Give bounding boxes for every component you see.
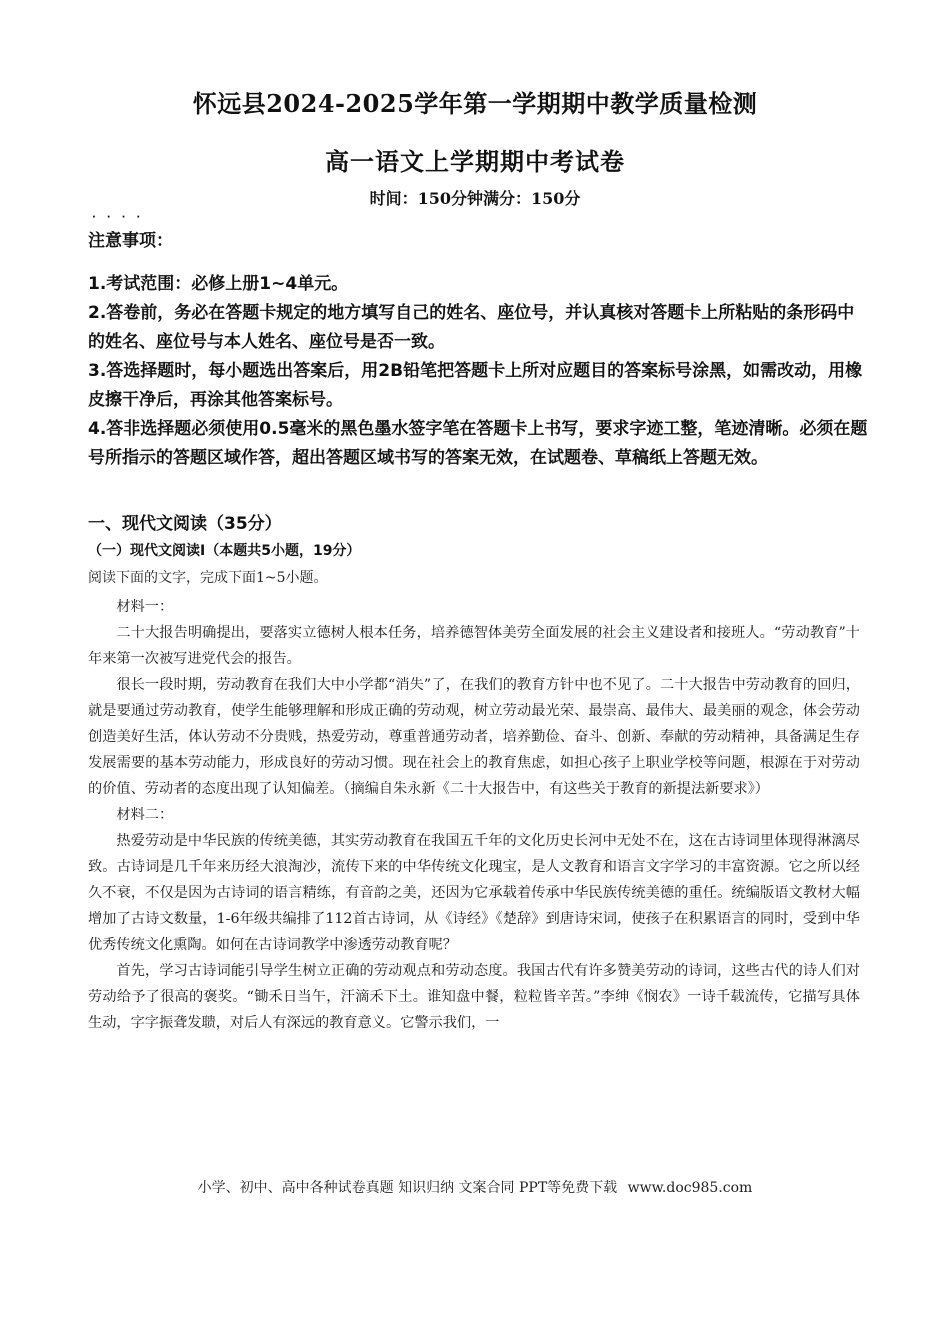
material-label: 材料一：	[116, 599, 174, 615]
notice-item: 4.答非选择题必须使用0.5毫米的黑色墨水签字笔在答题卡上书写，要求字迹工整，笔迹清晰。必须在题号所指示的答题区域作答，超出答题区域书写的答案无效，在试题卷、草稿纸上答题无效。	[88, 419, 868, 468]
notice-list	[88, 270, 868, 473]
notice-item: 1.考试范围：必修上册1~4单元。	[88, 274, 349, 294]
passage-paragraph: 二十大报告明确提出，要落实立德树人根本任务，培养德智体美劳全面发展的社会主义建设者和接班人。“劳动教育”十年来第一次被写进党代会的报告。	[88, 625, 860, 667]
emphasis-dots: ····	[92, 212, 152, 223]
notice-heading: 注意事项：	[88, 231, 173, 251]
passage-paragraph: 首先，学习古诗词能引导学生树立正确的劳动观点和劳动态度。我国古代有许多赞美劳动的诗词，这些古代的诗人们对劳动给予了很高的褒奖。“锄禾日当午，汗滴禾下土。谁知盘中餐，粒粒皆辛苦。”李绅《悯农》一诗千载流传，它描写具体生动，字字振聋发聩，对后人有深远的教育意义。它警示我们，一	[88, 963, 860, 1031]
passage-paragraph: 热爱劳动是中华民族的传统美德，其实劳动教育在我国五千年的文化历史长河中无处不在，这在古诗词里体现得淋漓尽致。古诗词是几千年来历经大浪淘沙，流传下来的中华传统文化瑰宝，是人文教育和语言文字学习的丰富资源。它之所以经久不衰，不仅是因为古诗词的语言精练，有音韵之美，还因为它承载着传承中华民族传统美德的重任。统编版语文教材大幅增加了古诗文数量，1-6年级共编排了112首古诗词，从《诗经》《楚辞》到唐诗宋词，使孩子在积累语言的同时，受到中华优秀传统文化熏陶。如何在古诗词教学中渗透劳动教育呢？	[88, 833, 860, 953]
exam-subtitle: 高一语文上学期期中考试卷	[325, 147, 625, 176]
reading-passage	[88, 594, 860, 1036]
footer-text: 小学、初中、高中各种试卷真题 知识归纳 文案合同 PPT等免费下载	[197, 1180, 618, 1196]
footer-link[interactable]: www.doc985.com	[627, 1180, 753, 1196]
time-info: 时间：150分钟满分：150分	[369, 189, 581, 208]
passage-paragraph: 很长一段时期，劳动教育在我们大中小学都“消失”了，在我们的教育方针中也不见了。二十大报告中劳动教育的回归，就是要通过劳动教育，使学生能够理解和形成正确的劳动观，树立劳动最光荣、最崇高、最伟大、最美丽的观念，体会劳动创造美好生活，体认劳动不分贵贱，热爱劳动，尊重普通劳动者，培养勤俭、奋斗、创新、奉献的劳动精神，具备满足生存发展需要的基本劳动能力，形成良好的劳动习惯。现在社会上的教育焦虑，如担心孩子上职业学校等问题，根源在于对劳动的价值、劳动者的态度出现了认知偏差。（摘编自朱永新《二十大报告中，有这些关于教育的新提法新要求》）	[88, 677, 860, 797]
section-title: 一、现代文阅读（35分）	[88, 514, 282, 534]
material-label: 材料二：	[116, 807, 174, 823]
notice-item: 3.答选择题时，每小题选出答案后，用2B铅笔把答题卡上所对应题目的答案标号涂黑，如需改动，用橡皮擦干净后，再涂其他答案标号。	[88, 361, 863, 410]
exam-title: 怀远县2024-2025学年第一学期期中教学质量检测	[192, 89, 758, 118]
section-instruction: 阅读下面的文字，完成下面1~5小题。	[88, 570, 328, 586]
section-subtitle: （一）现代文阅读Ⅰ（本题共5小题，19分）	[88, 543, 361, 559]
notice-item: 2.答卷前，务必在答题卡规定的地方填写自己的姓名、座位号，并认真核对答题卡上所粘贴的条形码中的姓名、座位号与本人姓名、座位号是否一致。	[88, 303, 855, 352]
page-footer	[0, 1177, 950, 1197]
